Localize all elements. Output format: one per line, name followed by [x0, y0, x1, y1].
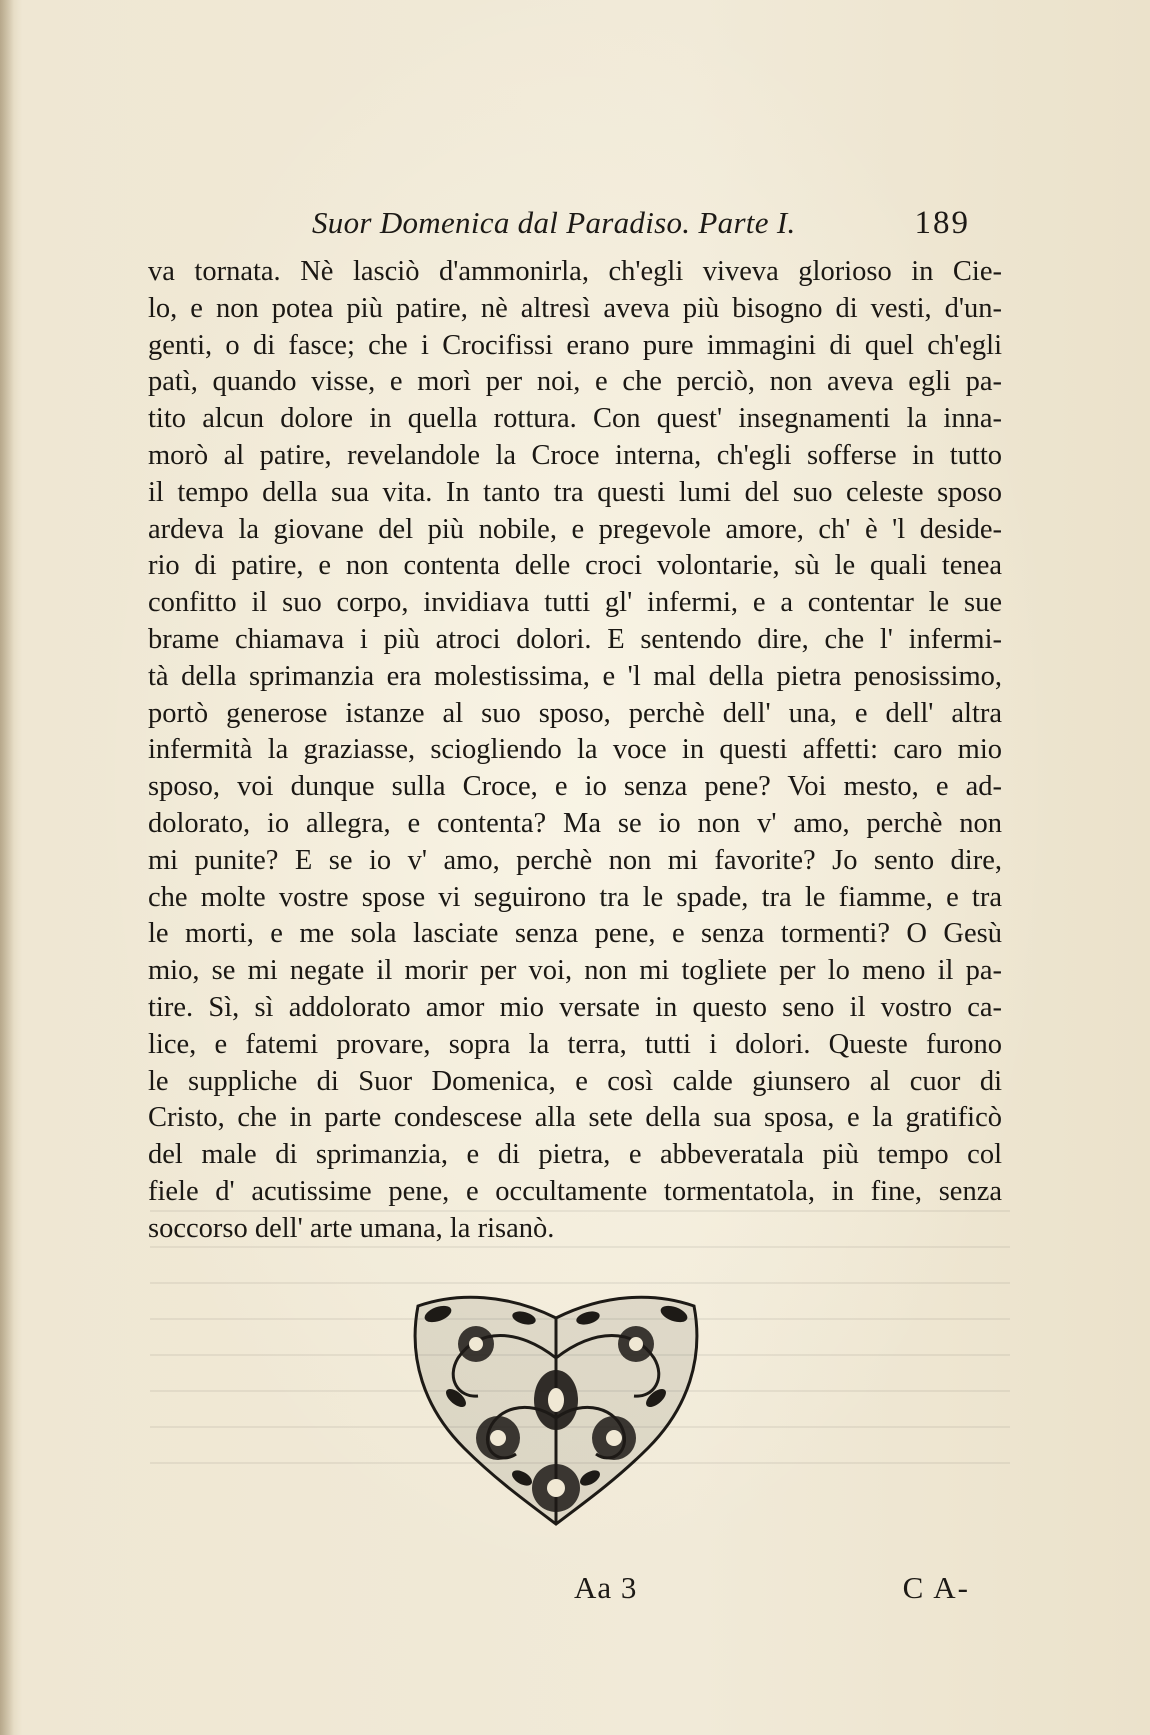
text-line: le morti, e me sola lasciate senza pene, e senza tormenti? O Gesù	[148, 918, 1002, 950]
text-line: confitto il suo corpo, invidiava tutti gl' infermi, e a contentar le sue	[148, 587, 1002, 619]
text-line: tà della sprimanzia era molestissima, e 'l mal della pietra penosissimo,	[148, 660, 1002, 692]
text-line: infermità la graziasse, sciogliendo la voce in questi affetti: caro mio	[148, 734, 1002, 766]
text-line: tire. Sì, sì addolorato amor mio versate in questo seno il vostro ca-	[148, 991, 1002, 1023]
text-line: Cristo, che in parte condescese alla sete della sua sposa, e la gratificò	[148, 1102, 1002, 1134]
signature-mark: Aa 3	[574, 1570, 638, 1605]
text-line: rio di patire, e non contenta delle croci volontarie, sù le quali tenea	[148, 550, 1002, 582]
text-line: le suppliche di Suor Domenica, e così calde giunsero al cuor di	[148, 1065, 1002, 1097]
catchword: C A-	[902, 1570, 970, 1605]
text-line: patì, quando visse, e morì per noi, e che perciò, non aveva egli pa-	[148, 366, 1002, 398]
body-text	[148, 254, 1002, 1248]
text-line: lice, e fatemi provare, sopra la terra, tutti i dolori. Queste furono	[148, 1028, 1002, 1060]
text-line: mio, se mi negate il morir per voi, non mi togliete per lo meno il pa-	[148, 955, 1002, 987]
text-line: mi punite? E se io v' amo, perchè non mi favorite? Jo sento dire,	[148, 844, 1002, 876]
text-line: genti, o di fasce; che i Crocifissi erano pure immagini di quel ch'egli	[148, 329, 1002, 361]
text-line: il tempo della sua vita. In tanto tra questi lumi del suo celeste sposo	[148, 476, 1002, 508]
floral-tailpiece-icon	[398, 1288, 714, 1530]
text-line: sposo, voi dunque sulla Croce, e io senza pene? Voi mesto, e ad-	[148, 771, 1002, 803]
text-line: fiele d' acutissime pene, e occultamente tormentatola, in fine, senza	[148, 1175, 1002, 1207]
text-line: va tornata. Nè lasciò d'ammonirla, ch'egli viveva glorioso in Cie-	[148, 256, 1002, 287]
page-header	[150, 205, 970, 245]
text-line: ardeva la giovane del più nobile, e pregevole amore, ch' è 'l deside-	[148, 513, 1002, 545]
text-line: portò generose istanze al suo sposo, perchè dell' una, e dell' altra	[148, 697, 1002, 729]
text-line: del male di sprimanzia, e di pietra, e abbeveratala più tempo col	[148, 1139, 1002, 1171]
text-line: tito alcun dolore in quella rottura. Con quest' insegnamenti la inna-	[148, 403, 1002, 435]
text-line: morò al patire, revelandole la Croce interna, ch'egli sofferse in tutto	[148, 439, 1002, 471]
text-line: brame chiamava i più atroci dolori. E sentendo dire, che l' infermi-	[148, 623, 1002, 655]
page-footer	[150, 1570, 970, 1610]
running-title: Suor Domenica dal Paradiso. Parte I.	[312, 205, 796, 240]
text-line: che molte vostre spose vi seguirono tra le spade, tra le fiamme, e tra	[148, 881, 1002, 913]
text-line: dolorato, io allegra, e contenta? Ma se io non v' amo, perchè non	[148, 807, 1002, 839]
page-number: 189	[914, 205, 970, 241]
text-line: soccorso dell' arte umana, la risanò.	[148, 1212, 555, 1244]
text-line: lo, e non potea più patire, nè altresì aveva più bisogno di vesti, d'un-	[148, 292, 1002, 324]
